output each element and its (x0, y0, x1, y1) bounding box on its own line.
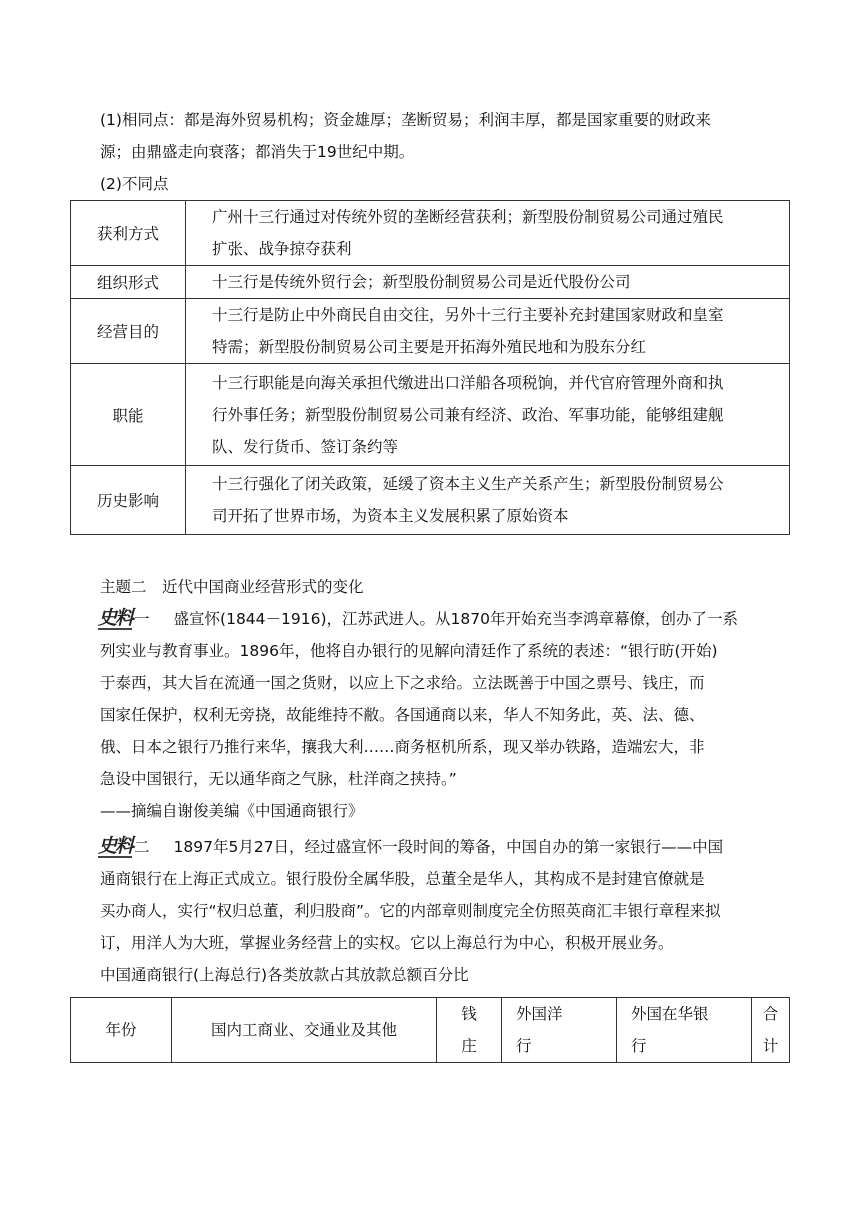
document-page (96, 104, 790, 1063)
text-line: 买办商人，实行“权归总董，利归股商”。它的内部章则制度完全仿照英商汇丰银行章程来拟 (100, 902, 721, 920)
source-mark-icon: 史料 (98, 835, 133, 857)
citation: ——摘编自谢俊美编《中国通商银行》 (100, 802, 364, 820)
loan-table (70, 997, 790, 1063)
source-number: 二 (134, 838, 150, 856)
row-label: 获利方式 (71, 201, 186, 266)
source-number: 一 (134, 610, 150, 628)
row-content (186, 266, 790, 299)
table-header-row (71, 998, 790, 1063)
text-line: 于泰西，其大旨在流通一国之货财，以应上下之求给。立法既善于中国之票号、钱庄，而 (100, 674, 705, 692)
text-line: 队、发行货币、签订条约等 (212, 437, 399, 456)
table-row (71, 364, 790, 466)
row-label: 经营目的 (71, 299, 186, 364)
row-label: 职能 (71, 364, 186, 466)
row-content (186, 466, 790, 535)
section-title: 主题二 近代中国商业经营形式的变化 (100, 578, 364, 596)
text-line: 盛宣怀(1844－1916)，江苏武进人。从1870年开始充当李鸿章幕僚，创办了一系 (173, 610, 738, 628)
table-row (71, 299, 790, 364)
comparison-table (70, 200, 790, 535)
text-line: 国家任保护，权利无旁挠，故能维持不敝。各国通商以来，华人不知务此，英、法、德、 (100, 706, 705, 724)
text-line: 行外事任务；新型股份制贸易公司兼有经济、政治、军事功能，能够组建舰 (212, 405, 724, 424)
text-line: 急设中国银行，无以通华商之气脉，杜洋商之挟持。” (100, 770, 457, 788)
text-line: 订，用洋人为大班，掌握业务经营上的实权。它以上海总行为中心，积极开展业务。 (100, 934, 674, 952)
header-cell: 外国在华银 行 (617, 998, 752, 1063)
table-row (71, 266, 790, 299)
text-line: 十三行职能是向海关承担代缴进出口洋船各项税饷，并代官府管理外商和执 (212, 373, 724, 392)
text-line: 1897年5月27日，经过盛宣怀一段时间的筹备，中国自办的第一家银行——中国 (173, 838, 724, 856)
similarities-paragraph (100, 104, 790, 168)
header-cell: 合 计 (752, 998, 790, 1063)
source-two (100, 831, 790, 991)
differences-heading: (2)不同点 (100, 175, 169, 193)
text-line: 列实业与教育事业。1896年，他将自办银行的见解向清廷作了系统的表述：“银行昉(开始) (100, 642, 718, 660)
text-line: 通商银行在上海正式成立。银行股份全属华股，总董全是华人，其构成不是封建官僚就是 (100, 870, 705, 888)
text-line: 扩张、战争掠夺获利 (212, 240, 352, 258)
text-line: 特需；新型股份制贸易公司主要是开拓海外殖民地和为股东分红 (212, 338, 647, 356)
text-line: (1)相同点：都是海外贸易机构；资金雄厚；垄断贸易；利润丰厚，都是国家重要的财政来 (100, 111, 711, 129)
source-one (100, 603, 790, 827)
text-line: 广州十三行通过对传统外贸的垄断经营获利；新型股份制贸易公司通过殖民 (212, 208, 724, 226)
text-line: 十三行是传统外贸行会；新型股份制贸易公司是近代股份公司 (212, 273, 631, 291)
row-content (186, 299, 790, 364)
table-row (71, 201, 790, 266)
table-row (71, 466, 790, 535)
text-line: 司开拓了世界市场，为资本主义发展积累了原始资本 (212, 507, 569, 525)
row-content (186, 201, 790, 266)
text-line: 十三行强化了闭关政策，延缓了资本主义生产关系产生；新型股份制贸易公 (212, 475, 724, 493)
table-caption: 中国通商银行(上海总行)各类放款占其放款总额百分比 (100, 966, 469, 984)
source-mark-icon: 史料 (98, 607, 133, 629)
header-cell: 年份 (71, 998, 172, 1063)
header-cell: 国内工商业、交通业及其他 (172, 998, 437, 1063)
text-line: 十三行是防止中外商民自由交往，另外十三行主要补充封建国家财政和皇室 (212, 306, 724, 324)
text-line: 俄、日本之银行乃推行来华，攘我大利……商务枢机所系，现又举办铁路，造端宏大，非 (100, 738, 705, 756)
text-line: 源；由鼎盛走向衰落；都消失于19世纪中期。 (100, 143, 415, 161)
row-label: 组织形式 (71, 266, 186, 299)
row-label: 历史影响 (71, 466, 186, 535)
header-cell: 钱 庄 (437, 998, 502, 1063)
header-cell: 外国洋 行 (502, 998, 617, 1063)
row-content (186, 364, 790, 466)
